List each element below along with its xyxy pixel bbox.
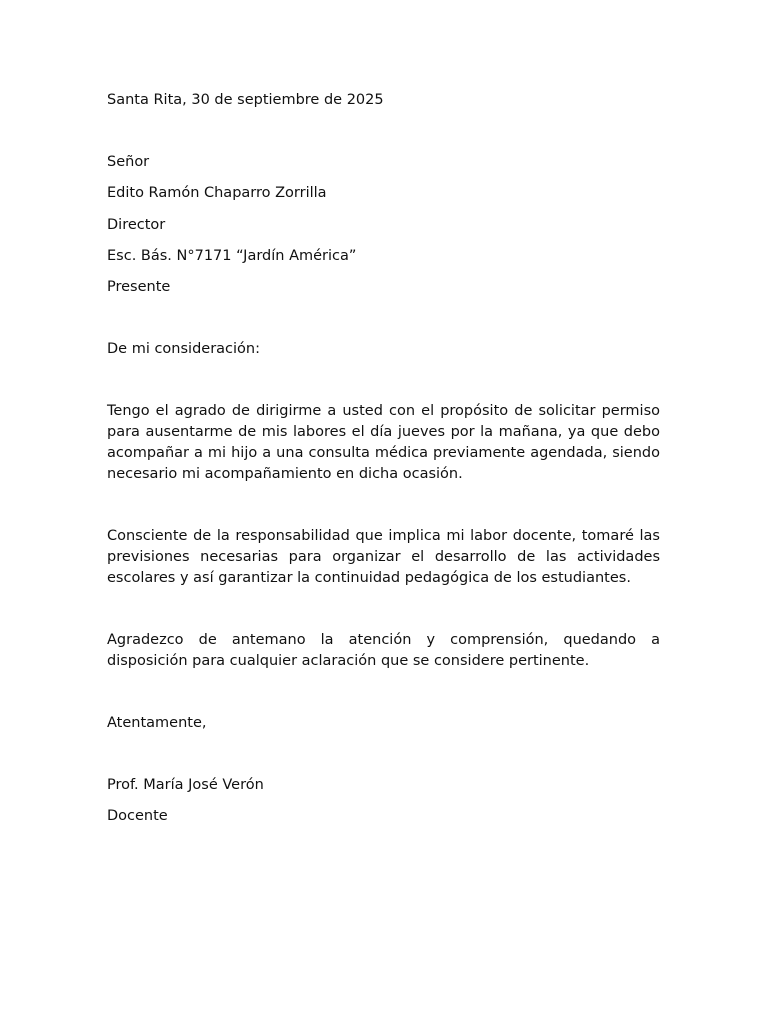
recipient-institution: Esc. Bás. N°7171 “Jardín América” <box>107 247 357 264</box>
signature-block <box>107 775 660 827</box>
greeting: De mi consideración: <box>107 341 260 358</box>
date-line: Santa Rita, 30 de septiembre de 2025 <box>107 92 384 108</box>
body-paragraph-2: Consciente de la responsabilidad que implica mi labor docente, tomaré las previsiones necesarias para organizar el desarrollo de las actividades escolares y así garantizar la continuidad pedagógica de los estudiantes. <box>107 528 660 587</box>
closing: Atentamente, <box>107 715 207 732</box>
recipient-salutation: Señor <box>107 154 150 170</box>
signature-name: Prof. María José Verón <box>107 777 264 794</box>
recipient-presente: Presente <box>107 279 171 296</box>
body-paragraph-3: Agradezco de antemano la atención y comprensión, quedando a disposición para cualquier aclaración que se considere pertinente. <box>107 632 660 670</box>
recipient-name: Edito Ramón Chaparro Zorrilla <box>107 185 327 202</box>
signature-role: Docente <box>107 808 168 825</box>
recipient-title: Director <box>107 216 166 233</box>
recipient-block <box>107 152 660 298</box>
letter-page <box>107 90 660 827</box>
body-paragraph-1: Tengo el agrado de dirigirme a usted con el propósito de solicitar permiso para ausentarme de mis labores el día jueves por la mañana, ya que debo acompañar a mi hijo a una consulta médica previamente agendada, siendo necesario mi acompañamiento en dicha ocasión. <box>107 403 660 483</box>
